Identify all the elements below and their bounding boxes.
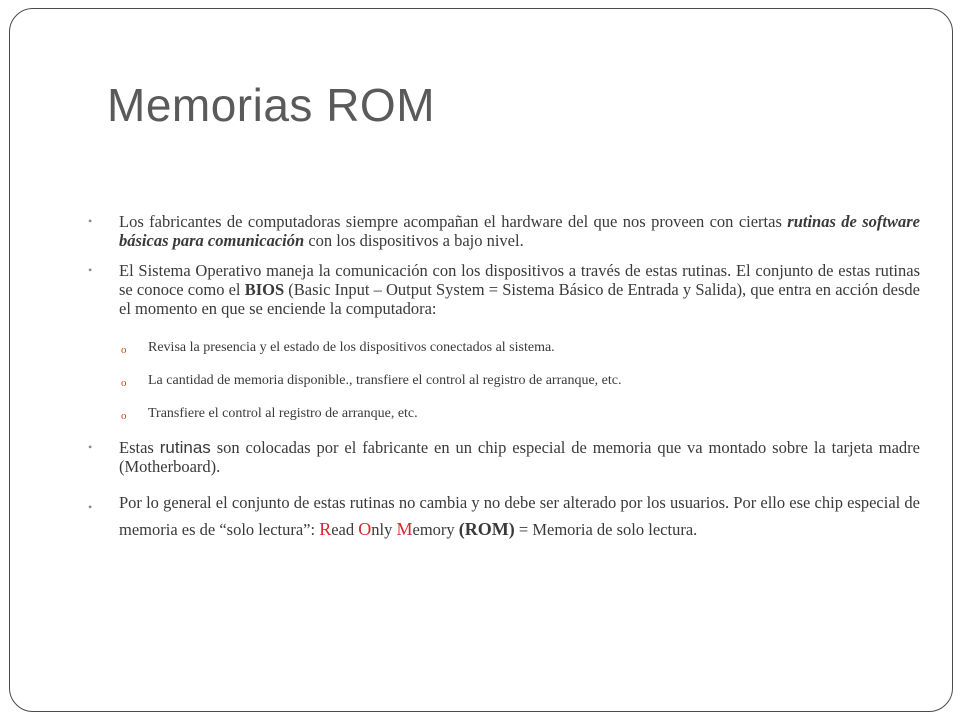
- bullet-emphasis: BIOS: [244, 280, 285, 299]
- slide-content: [88, 212, 920, 554]
- bullet-dot: •: [88, 440, 93, 454]
- bullet-emphasis: rutinas de software básicas para comunicación: [119, 212, 920, 250]
- sub-bullet-ring: o: [121, 377, 127, 389]
- bullet-dot: •: [88, 214, 93, 228]
- sub-item-transfiere: [88, 405, 920, 423]
- acronym-word-nly: nly: [371, 520, 397, 539]
- bullet-dot: •: [88, 500, 93, 514]
- bullet-emphasis: rutinas: [159, 438, 211, 457]
- acronym-letter-o: O: [358, 519, 372, 539]
- sub-item-text: Transfiere el control al registro de arranque, etc.: [148, 406, 418, 421]
- slide-title: Memorias ROM: [107, 79, 436, 131]
- sub-item-revisa: [88, 339, 920, 357]
- bullet-fabricantes: [88, 212, 920, 250]
- acronym-letter-m: M: [396, 519, 413, 539]
- bullet-text: Estas: [119, 438, 160, 457]
- bullet-dot: •: [88, 263, 93, 277]
- acronym-letter-r: R: [319, 519, 332, 539]
- sub-item-cantidad: [88, 372, 920, 390]
- bullet-estas-rutinas: [88, 438, 920, 476]
- bullet-sistema-operativo: [88, 261, 920, 318]
- bullet-text: (Basic Input – Output System = Sistema Básico de Entrada y Salida), que entra en acción desde el momento en que se enciende la computadora:: [119, 280, 920, 318]
- bullet-text: con los dispositivos a bajo nivel.: [304, 231, 524, 250]
- bullet-text: son colocadas por el fabricante en un chip especial de memoria que va montado sobre la tarjeta madre (Motherboard).: [119, 438, 920, 476]
- bullet-text: Los fabricantes de computadoras siempre acompañan el hardware del que nos proveen con ciertas: [119, 212, 788, 231]
- sub-bullet-ring: o: [121, 410, 127, 422]
- acronym-word-ead: ead: [331, 520, 359, 539]
- bullet-text: El Sistema Operativo maneja la comunicación con los dispositivos a través de estas rutinas. El conjunto de estas rutinas se conoce como el: [119, 261, 920, 299]
- sub-bullet-ring: o: [121, 344, 127, 356]
- acronym-rom: (ROM): [458, 519, 515, 539]
- bullet-text: Por lo general el conjunto de estas rutinas no cambia y no debe ser alterado por los usuarios. Por ello ese chip especial de memoria es de “solo lectura”:: [119, 493, 920, 539]
- bullet-text: = Memoria de solo lectura.: [514, 520, 698, 539]
- acronym-word-emory: emory: [412, 520, 459, 539]
- bullet-por-lo-general: [88, 490, 920, 543]
- sub-item-text: Revisa la presencia y el estado de los dispositivos conectados al sistema.: [148, 340, 555, 355]
- sub-item-text: La cantidad de memoria disponible., transfiere el control al registro de arranque, etc.: [148, 373, 622, 388]
